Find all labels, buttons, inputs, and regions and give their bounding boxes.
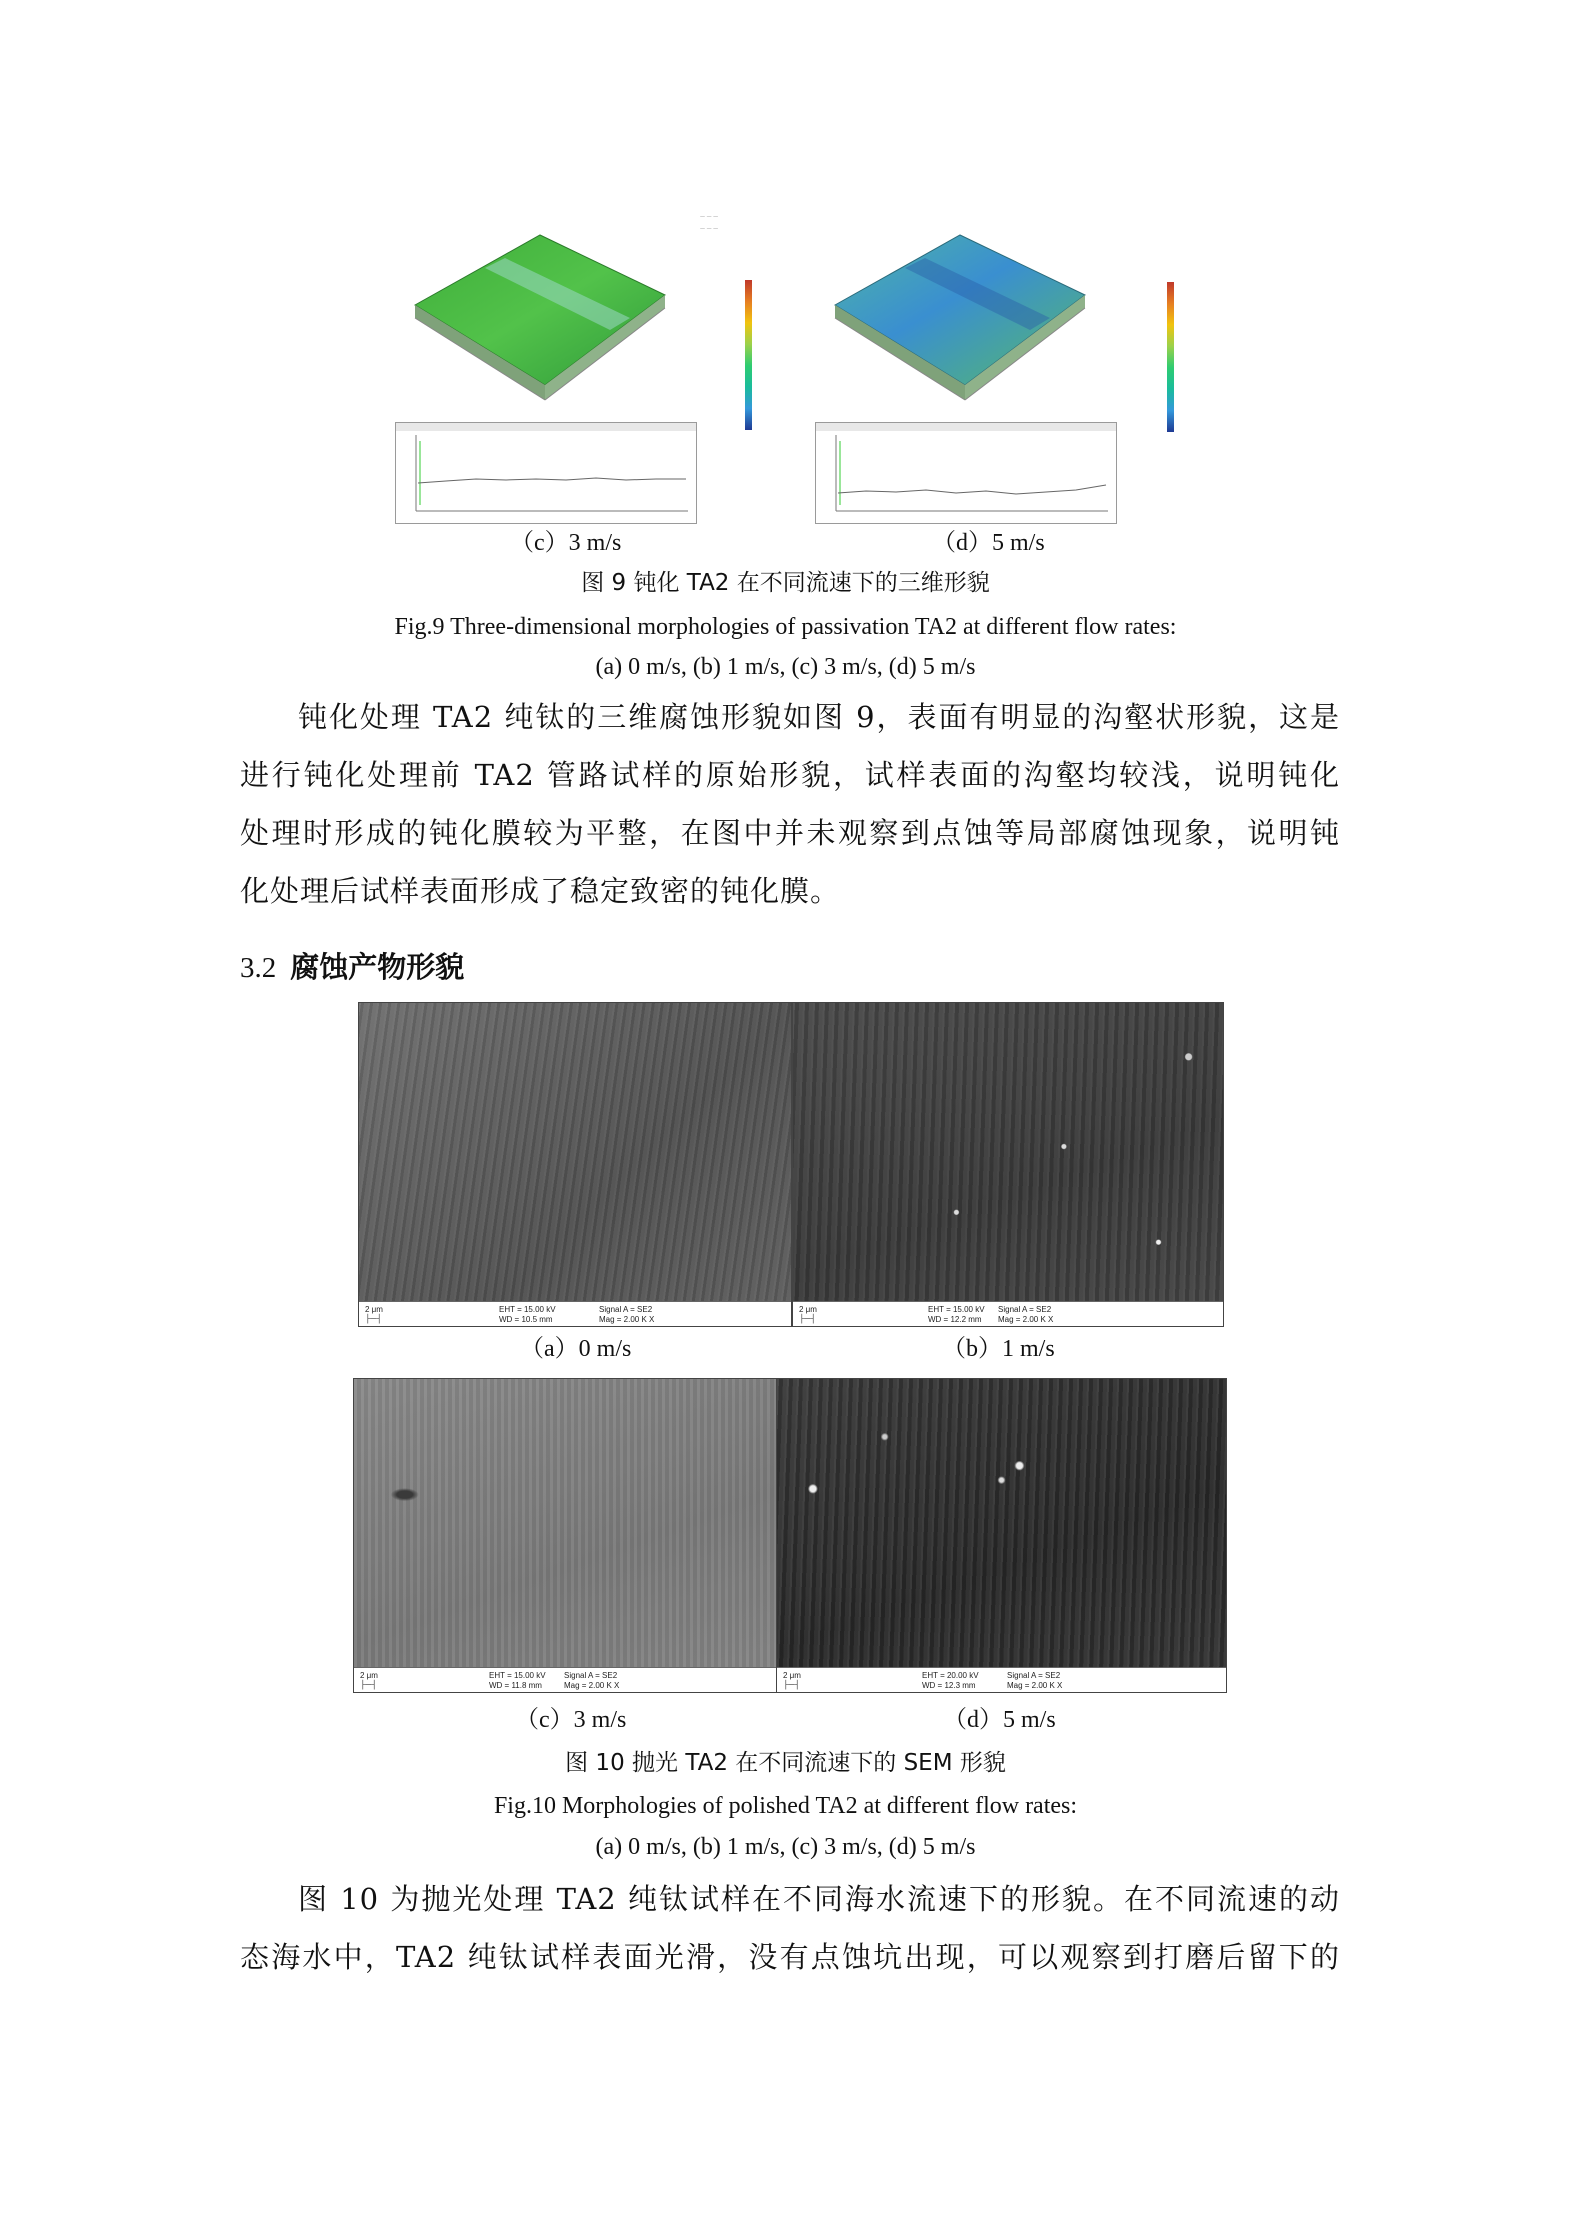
sem-info-bar: 2 μm ├─┤ EHT = 15.00 kV WD = 12.2 mm Signal A = SE2 Mag = 2.00 K X bbox=[793, 1301, 1223, 1326]
sem-info-bar: 2 μm ├─┤ EHT = 20.00 kV WD = 12.3 mm Signal A = SE2 Mag = 2.00 K X bbox=[777, 1667, 1226, 1692]
fig9-caption-en-2: (a) 0 m/s, (b) 1 m/s, (c) 3 m/s, (d) 5 m/s bbox=[595, 654, 976, 680]
sem-image-a bbox=[358, 1002, 792, 1327]
surface-3d-plot-d bbox=[815, 190, 1185, 420]
fig10-subcaption-b: （b）1 m/s bbox=[942, 1336, 1055, 1362]
section-number: 3.2 bbox=[240, 952, 277, 984]
fig10-subcaption-d: （d）5 m/s bbox=[943, 1707, 1056, 1733]
body-paragraph-1 bbox=[240, 688, 1340, 920]
sem-info-bar: 2 μm ├─┤ EHT = 15.00 kV WD = 11.8 mm Signal A = SE2 Mag = 2.00 K X bbox=[354, 1667, 777, 1692]
surface-3d-plot-c bbox=[395, 190, 765, 420]
colorbar bbox=[745, 280, 752, 430]
fig10-subcaption-a: （a）0 m/s bbox=[520, 1336, 632, 1362]
colorbar bbox=[1167, 282, 1174, 432]
body-paragraph-2 bbox=[240, 1870, 1340, 1986]
fig9-subcaption-c: （c）3 m/s bbox=[510, 530, 622, 556]
fig9-panel-c bbox=[395, 190, 765, 520]
fig10-caption-en-2: (a) 0 m/s, (b) 1 m/s, (c) 3 m/s, (d) 5 m/s bbox=[595, 1834, 976, 1860]
section-title: 腐蚀产物形貌 bbox=[290, 950, 465, 984]
paragraph-line: 钝化处理 TA2 纯钛的三维腐蚀形貌如图 9，表面有明显的沟壑状形貌，这是 bbox=[298, 700, 1340, 734]
fig10-caption-en-1: Fig.10 Morphologies of polished TA2 at different flow rates: bbox=[493, 1793, 1078, 1819]
sem-info-bar: 2 μm ├─┤ EHT = 15.00 kV WD = 10.5 mm Signal A = SE2 Mag = 2.00 K X bbox=[359, 1301, 791, 1326]
profile-plot-d bbox=[815, 422, 1117, 524]
paragraph-line: 进行钝化处理前 TA2 管路试样的原始形貌，试样表面的沟壑均较浅，说明钝化 bbox=[240, 758, 1340, 792]
sem-image-b bbox=[792, 1002, 1224, 1327]
fig9-caption-cn: 图 9 钝化 TA2 在不同流速下的三维形貌 bbox=[581, 570, 990, 596]
paragraph-line: 化处理后试样表面形成了稳定致密的钝化膜。 bbox=[240, 874, 841, 908]
fig9-subcaption-d: （d）5 m/s bbox=[932, 530, 1045, 556]
fig10-caption-cn: 图 10 抛光 TA2 在不同流速下的 SEM 形貌 bbox=[565, 1750, 1006, 1776]
paragraph-line: 图 10 为抛光处理 TA2 纯钛试样在不同海水流速下的形貌。在不同流速的动 bbox=[298, 1882, 1340, 1916]
fig9-panel-d bbox=[815, 190, 1185, 520]
svg-text:— — —: — — — bbox=[700, 214, 719, 220]
fig10-subcaption-c: （c）3 m/s bbox=[515, 1707, 627, 1733]
sem-image-c bbox=[353, 1378, 778, 1693]
profile-plot-c bbox=[395, 422, 697, 524]
paragraph-line: 态海水中，TA2 纯钛试样表面光滑，没有点蚀坑出现，可以观察到打磨后留下的 bbox=[240, 1940, 1340, 1974]
section-heading bbox=[240, 945, 464, 986]
fig9-caption-en-1: Fig.9 Three-dimensional morphologies of passivation TA2 at different flow rates: bbox=[394, 614, 1177, 640]
paragraph-line: 处理时形成的钝化膜较为平整，在图中并未观察到点蚀等局部腐蚀现象，说明钝 bbox=[240, 816, 1340, 850]
svg-text:— — —: — — — bbox=[700, 226, 719, 232]
sem-image-d bbox=[776, 1378, 1227, 1693]
